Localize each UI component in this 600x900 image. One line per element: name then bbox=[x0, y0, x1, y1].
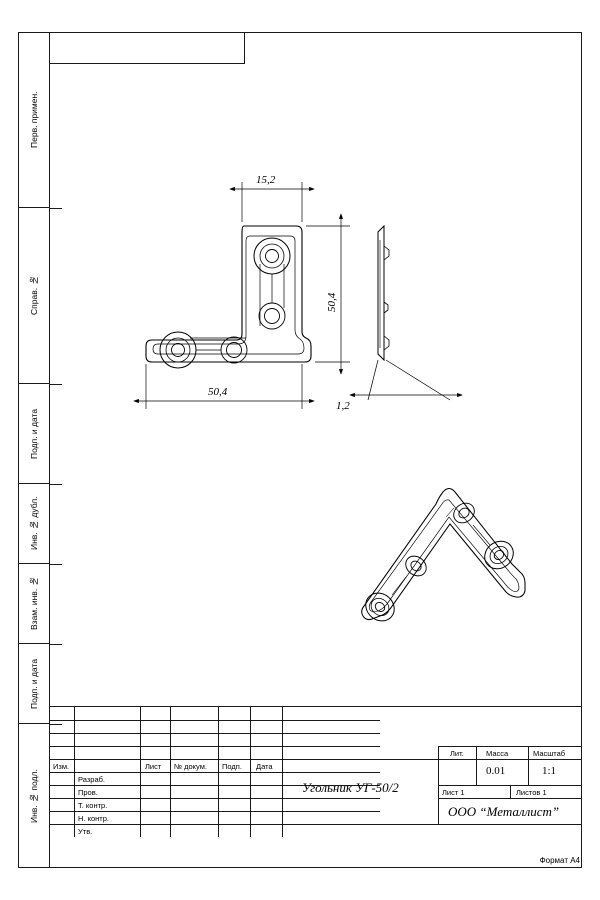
tb-line bbox=[50, 720, 380, 721]
tb-line bbox=[50, 824, 582, 825]
tb-masshtab-label: Масштаб bbox=[533, 749, 566, 758]
tb-massa-label: Масса bbox=[486, 749, 509, 758]
tb-lit-label: Лит. bbox=[450, 749, 464, 758]
left-cell-inv-podl bbox=[18, 724, 50, 868]
tb-line bbox=[476, 746, 477, 785]
left-cell-label: Подп. и дата bbox=[29, 658, 39, 709]
tb-line bbox=[50, 798, 380, 799]
tb-line bbox=[438, 798, 582, 799]
tb-drawing-title: Угольник УГ-50/2 bbox=[302, 780, 399, 795]
left-cell-vzam-inv bbox=[18, 564, 50, 644]
isometric-view bbox=[360, 489, 525, 627]
dimension-label-1-2: 1,2 bbox=[336, 400, 350, 412]
tb-line bbox=[50, 811, 380, 812]
tb-role-nkontr: Н. контр. bbox=[78, 814, 109, 823]
tb-line bbox=[282, 707, 283, 837]
title-block bbox=[50, 706, 582, 836]
left-cell-podp-i-data-1 bbox=[18, 384, 50, 484]
left-cell-podp-i-data-2 bbox=[18, 644, 50, 724]
tb-line bbox=[510, 785, 511, 798]
left-cell-sprav-no bbox=[18, 208, 50, 384]
front-view bbox=[146, 226, 311, 368]
tb-role-tkontr: Т. контр. bbox=[78, 801, 108, 810]
left-annotation-column bbox=[18, 32, 50, 868]
left-cell-perv-primen bbox=[18, 32, 50, 208]
tb-line bbox=[250, 707, 251, 837]
tb-line bbox=[140, 707, 141, 837]
tb-line bbox=[438, 746, 582, 747]
dimension-label-15-2: 15,2 bbox=[256, 174, 276, 186]
tb-line bbox=[50, 733, 380, 734]
dimension-label-50-4-vertical: 50,4 bbox=[326, 292, 338, 312]
tb-line bbox=[438, 759, 582, 760]
left-cell-label: Инв. № дубл. bbox=[29, 496, 39, 551]
tb-role-utv: Утв. bbox=[78, 827, 93, 836]
tb-line bbox=[50, 746, 380, 747]
tb-col-izm: Изм. bbox=[53, 762, 70, 771]
tb-sheets-total: Листов 1 bbox=[516, 788, 547, 797]
tb-line bbox=[74, 707, 75, 837]
tb-col-list: Лист bbox=[145, 762, 162, 771]
tb-company: ООО “Металлист” bbox=[448, 804, 560, 819]
sheet-format-label: Формат А4 bbox=[539, 856, 580, 865]
tb-col-ndokum: № докум. bbox=[174, 762, 207, 771]
side-view bbox=[378, 226, 389, 360]
dimension-label-50-4-bottom: 50,4 bbox=[208, 386, 228, 398]
left-cell-inv-dubl bbox=[18, 484, 50, 564]
tb-line bbox=[170, 707, 171, 837]
drawing-area bbox=[50, 64, 582, 704]
dimension-1-2 bbox=[350, 360, 462, 400]
left-cell-label: Инв. № подл. bbox=[29, 769, 39, 823]
tb-role-prov: Пров. bbox=[78, 788, 98, 797]
tb-line bbox=[528, 746, 529, 785]
tb-role-razrab: Разраб. bbox=[78, 775, 106, 784]
left-cell-label: Справ. № bbox=[29, 275, 39, 316]
tb-masshtab-value: 1:1 bbox=[542, 765, 557, 777]
tb-line bbox=[218, 707, 219, 837]
tb-massa-value: 0.01 bbox=[486, 765, 506, 777]
tb-col-data: Дата bbox=[256, 762, 273, 771]
left-cell-label: Перв. примен. bbox=[29, 91, 39, 148]
tb-sheet-no: Лист 1 bbox=[442, 788, 465, 797]
part-views-svg bbox=[50, 64, 582, 704]
tb-col-podp: Подп. bbox=[222, 762, 242, 771]
top-left-box bbox=[50, 32, 245, 64]
left-cell-label: Взам. инв. № bbox=[29, 576, 39, 631]
tb-line bbox=[50, 772, 380, 773]
left-cell-label: Подп. и дата bbox=[29, 408, 39, 459]
dimension-15-2 bbox=[230, 182, 314, 222]
